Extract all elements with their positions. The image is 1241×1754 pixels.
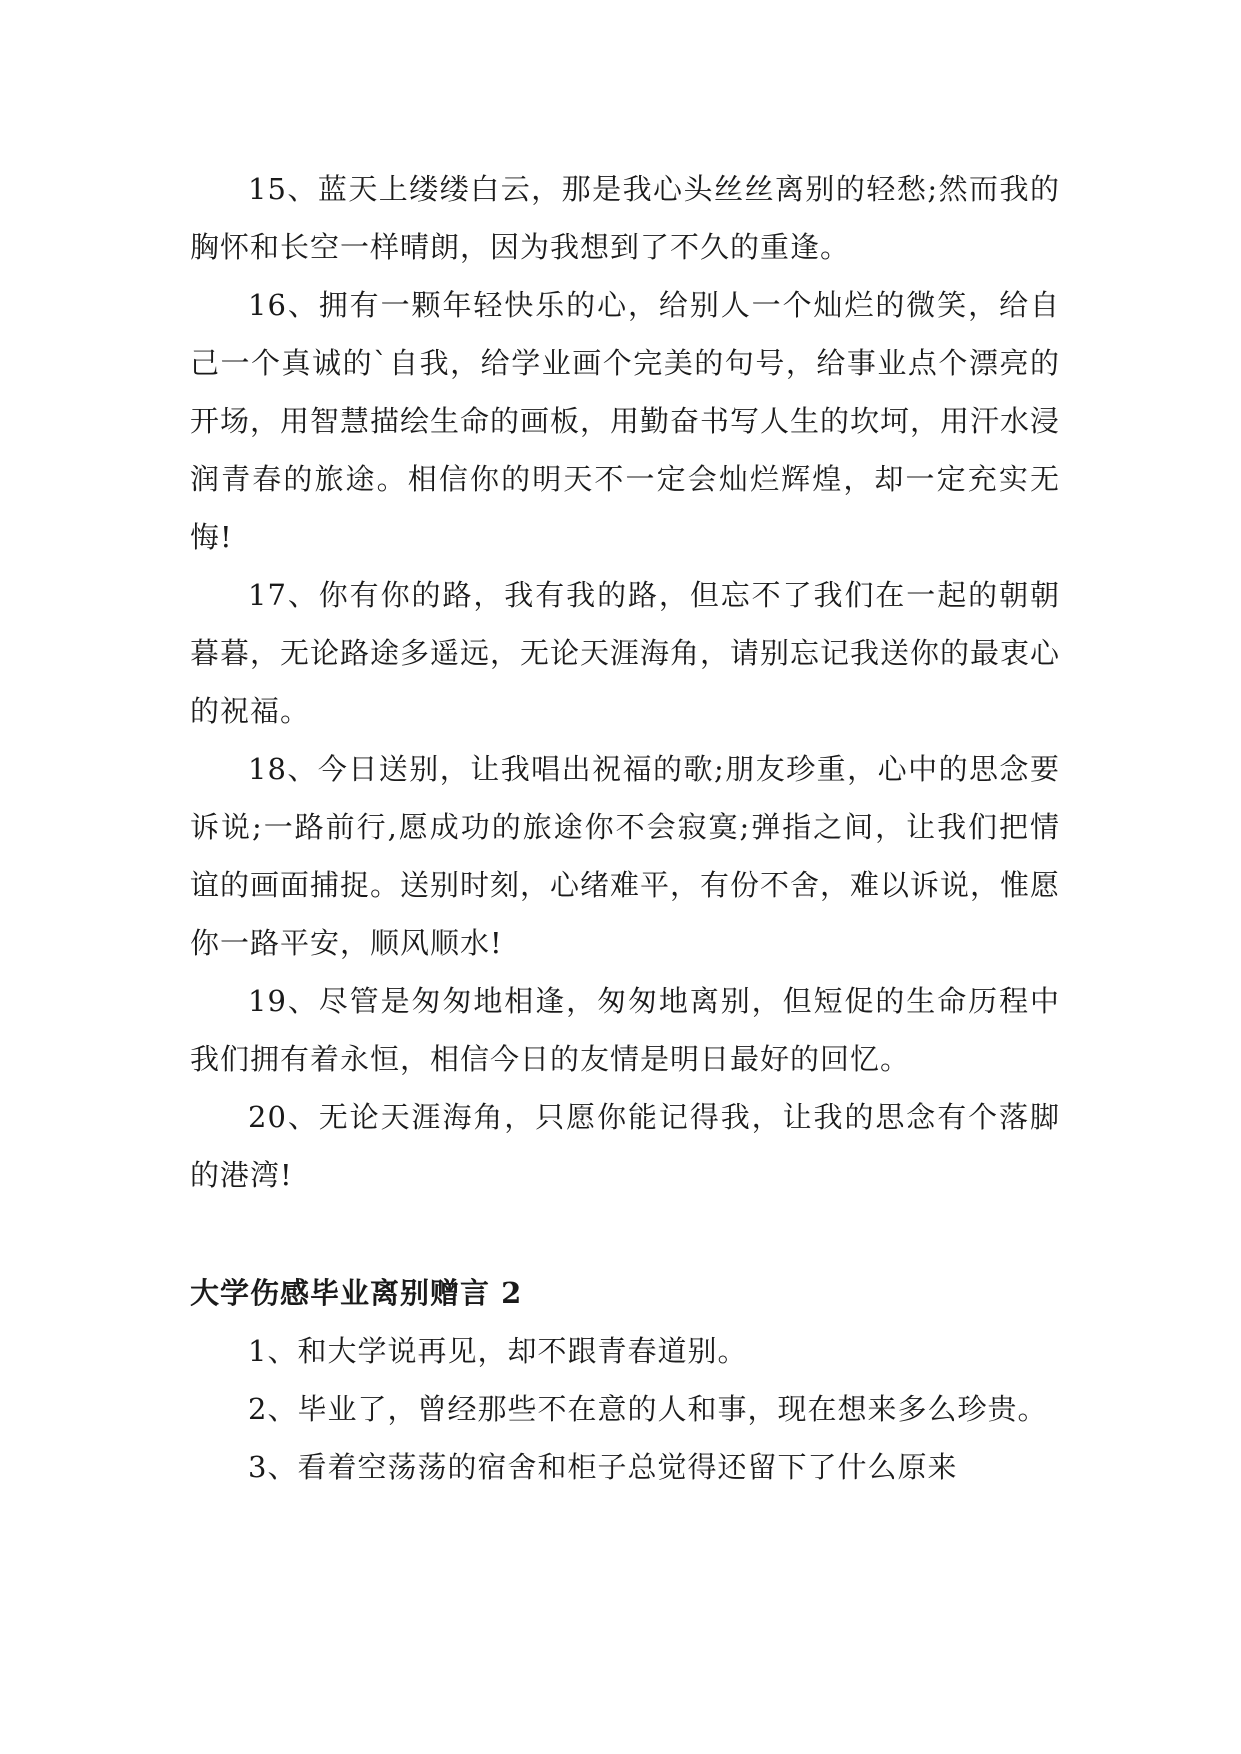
paragraph-19: 19、尽管是匆匆地相逢，匆匆地离别，但短促的生命历程中我们拥有着永恒，相信今日的友情是明日最好的回忆。: [190, 984, 1060, 1076]
paragraph-17: 17、你有你的路，我有我的路，但忘不了我们在一起的朝朝暮暮，无论路途多遥远，无论天涯海角，请别忘记我送你的最衷心的祝福。: [190, 578, 1061, 728]
paragraph-20: 20、无论天涯海角，只愿你能记得我，让我的思念有个落脚的港湾!: [190, 1100, 1060, 1192]
paragraph-1: 1、和大学说再见，却不跟青春道别。: [248, 1334, 748, 1368]
paragraph-3: 3、看着空荡荡的宿舍和柜子总觉得还留下了什么原来: [248, 1450, 958, 1484]
paragraph-18: 18、今日送别，让我唱出祝福的歌;朋友珍重，心中的思念要诉说;一路前行,愿成功的旅途你不会寂寞;弹指之间，让我们把情谊的画面捕捉。送别时刻，心绪难平，有份不舍，难以诉说，惟愿你一路平安，顺风顺水!: [190, 752, 1061, 960]
paragraph-16: 16、拥有一颗年轻快乐的心，给别人一个灿烂的微笑，给自己一个真诚的`自我，给学业画个完美的句号，给事业点个漂亮的开场，用智慧描绘生命的画板，用勤奋书写人生的坎坷，用汗水浸润青春的旅途。相信你的明天不一定会灿烂辉煌，却一定充实无悔!: [190, 288, 1061, 554]
document-body: [190, 160, 1060, 1496]
paragraph-15: 15、蓝天上缕缕白云，那是我心头丝丝离别的轻愁;然而我的胸怀和长空一样晴朗，因为我想到了不久的重逢。: [190, 172, 1060, 264]
section-title: 大学伤感毕业离别赠言 2: [190, 1276, 523, 1310]
paragraph-2: 2、毕业了，曾经那些不在意的人和事，现在想来多么珍贵。: [248, 1392, 1048, 1426]
